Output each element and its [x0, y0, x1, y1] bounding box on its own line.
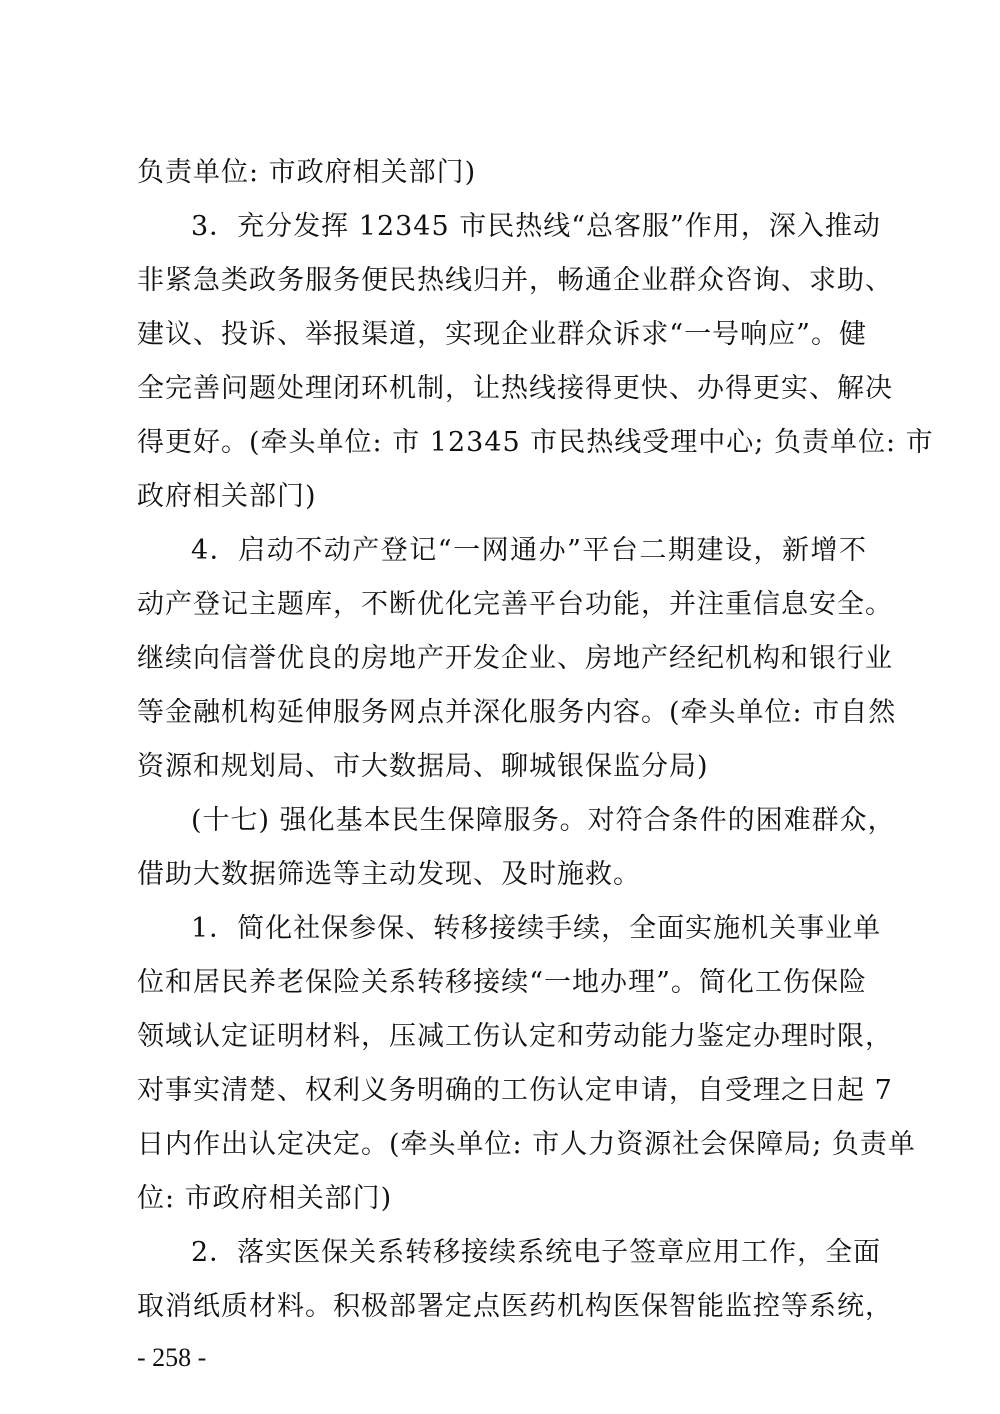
text-line: 动产登记主题库，不断优化完善平台功能，并注重信息安全。 [137, 589, 893, 620]
text-line: 1．简化社保参保、转移接续手续，全面实施机关事业单 [191, 913, 882, 944]
text-line: (十七) 强化基本民生保障服务。对符合条件的困难群众， [191, 805, 896, 836]
text-line: 得更好。(牵头单位: 市 12345 市民热线受理中心; 负责单位: 市 [137, 427, 934, 458]
text-line: 对事实清楚、权利义务明确的工伤认定申请，自受理之日起 7 [137, 1075, 893, 1106]
text-line: 领域认定证明材料，压减工伤认定和劳动能力鉴定办理时限， [137, 1021, 893, 1052]
text-line: 非紧急类政务服务便民热线归并，畅通企业群众咨询、求助、 [137, 265, 893, 296]
text-line: 政府相关部门) [137, 481, 317, 512]
text-line: 借助大数据筛选等主动发现、及时施救。 [137, 859, 641, 890]
text-line: 2．落实医保关系转移接续系统电子签章应用工作，全面 [191, 1237, 882, 1268]
text-line: 全完善问题处理闭环机制，让热线接得更快、办得更实、解决 [137, 373, 893, 404]
text-line: 3．充分发挥 12345 市民热线“总客服”作用，深入推动 [191, 211, 881, 242]
text-line: 继续向信誉优良的房地产开发企业、房地产经纪机构和银行业 [137, 643, 893, 674]
text-line: 日内作出认定决定。(牵头单位: 市人力资源社会保障局; 负责单 [137, 1129, 916, 1160]
text-line: 取消纸质材料。积极部署定点医药机构医保智能监控等系统， [137, 1291, 893, 1322]
text-line: 4．启动不动产登记“一网通办”平台二期建设，新增不 [191, 535, 867, 566]
text-line: 等金融机构延伸服务网点并深化服务内容。(牵头单位: 市自然 [137, 697, 897, 728]
text-line: 资源和规划局、市大数据局、聊城银保监分局) [137, 751, 709, 782]
text-line: 位: 市政府相关部门) [137, 1183, 393, 1214]
text-line: 建议、投诉、举报渠道，实现企业群众诉求“一号响应”。健 [137, 319, 867, 350]
text-line: 负责单位: 市政府相关部门) [137, 157, 477, 188]
text-line: 位和居民养老保险关系转移接续“一地办理”。简化工伤保险 [137, 967, 867, 998]
page-number: - 258 - [137, 1343, 207, 1372]
